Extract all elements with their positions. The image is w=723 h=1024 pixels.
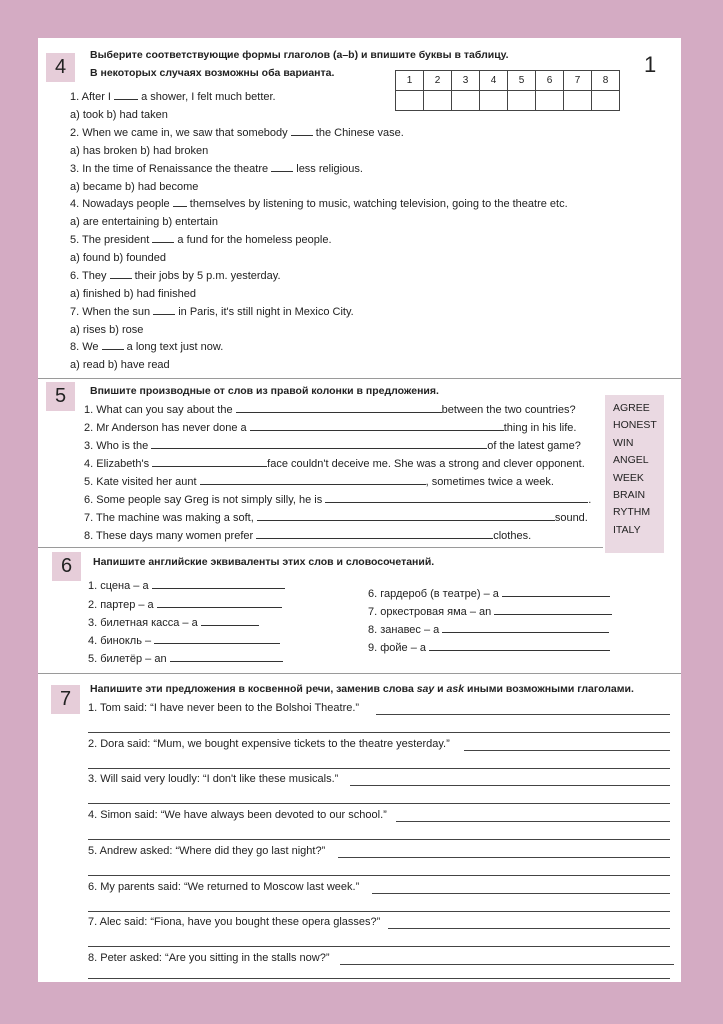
- answer-line[interactable]: [338, 857, 670, 858]
- ex7-sentence: 4. Simon said: “We have always been devoted to our school.”: [88, 809, 387, 821]
- answer-cell[interactable]: [480, 91, 508, 111]
- answer-cell[interactable]: [508, 91, 536, 111]
- ex5-line: 1. What can you say about the between the two countries?: [84, 404, 576, 416]
- answer-blank[interactable]: [291, 134, 313, 136]
- ex4-line: 5. The president a fund for the homeless people.: [70, 234, 332, 246]
- answer-blank[interactable]: [154, 642, 280, 644]
- worksheet-page: [38, 38, 681, 982]
- answer-table-header: 3: [452, 71, 480, 91]
- answer-blank[interactable]: [152, 241, 174, 243]
- exercise-7-instruction: Напишите эти предложения в косвенной речи, заменив слова say и ask иными возможными глаголами.: [90, 683, 634, 695]
- answer-cell[interactable]: [564, 91, 592, 111]
- word-item: AGREE: [613, 402, 650, 414]
- answer-line[interactable]: [388, 928, 670, 929]
- ex4-options: a) finished b) had finished: [70, 288, 196, 300]
- answer-blank[interactable]: [170, 660, 283, 662]
- word-item: WEEK: [613, 471, 644, 484]
- ex6-item: 1. сцена – a: [88, 580, 285, 592]
- answer-blank[interactable]: [200, 483, 426, 485]
- answer-table-header: 5: [508, 71, 536, 91]
- answer-blank[interactable]: [271, 170, 293, 172]
- answer-line[interactable]: [88, 911, 670, 912]
- answer-cell[interactable]: [424, 91, 452, 111]
- answer-line[interactable]: [396, 821, 670, 822]
- word-item: BRAIN: [613, 489, 646, 502]
- word-item: ITALY: [613, 523, 641, 536]
- answer-line[interactable]: [372, 893, 670, 894]
- ex4-options: a) read b) have read: [70, 359, 170, 371]
- answer-blank[interactable]: [236, 411, 442, 413]
- section-divider: [38, 547, 603, 548]
- answer-blank[interactable]: [114, 98, 138, 100]
- ex7-sentence: 8. Peter asked: “Are you sitting in the stalls now?”: [88, 952, 330, 964]
- ex6-item: 9. фойе – a: [368, 642, 610, 654]
- ex4-options: a) has broken b) had broken: [70, 145, 209, 157]
- answer-line[interactable]: [340, 964, 674, 965]
- answer-table: [395, 70, 620, 111]
- ex7-sentence: 6. My parents said: “We returned to Moscow last week.”: [88, 881, 360, 893]
- answer-line[interactable]: [350, 785, 670, 786]
- answer-cell[interactable]: [592, 91, 620, 111]
- ex6-item: 2. партер – a: [88, 599, 282, 611]
- word-item: HONEST: [613, 419, 657, 432]
- ex7-sentence: 7. Alec said: “Fiona, have you bought these opera glasses?”: [88, 916, 381, 928]
- answer-table-header: 7: [564, 71, 592, 91]
- answer-blank[interactable]: [157, 606, 282, 608]
- answer-line[interactable]: [464, 750, 670, 751]
- answer-cell[interactable]: [452, 91, 480, 111]
- answer-blank[interactable]: [201, 624, 259, 626]
- ex4-options: a) became b) had become: [70, 181, 199, 193]
- answer-blank[interactable]: [256, 537, 493, 539]
- answer-line[interactable]: [88, 732, 670, 733]
- answer-table-header: 2: [424, 71, 452, 91]
- page-number: 1: [644, 52, 657, 77]
- ex6-item: 7. оркестровая яма – an: [368, 606, 612, 618]
- ex7-sentence: 5. Andrew asked: “Where did they go last night?”: [88, 845, 326, 857]
- word-item: RYTHM: [613, 506, 651, 519]
- answer-line[interactable]: [88, 875, 670, 876]
- exercise-4-instruction-1: Выберите соответствующие формы глаголов (a–b) и впишите буквы в таблицу.: [90, 49, 509, 61]
- answer-cell[interactable]: [396, 91, 424, 111]
- ex4-line: 7. When the sun in Paris, it's still night in Mexico City.: [70, 306, 354, 318]
- answer-blank[interactable]: [153, 313, 175, 315]
- section-divider: [38, 378, 681, 379]
- answer-blank[interactable]: [152, 465, 267, 467]
- ex4-options: a) found b) founded: [70, 252, 167, 264]
- ex7-sentence: 2. Dora said: “Mum, we bought expensive tickets to the theatre yesterday.”: [88, 738, 450, 750]
- ex6-item: 3. билетная касса – a: [88, 617, 259, 629]
- ex4-line: 6. They their jobs by 5 p.m. yesterday.: [70, 270, 281, 282]
- word-item: ANGEL: [613, 454, 649, 467]
- answer-line[interactable]: [88, 839, 670, 840]
- ex5-line: 3. Who is the of the latest game?: [84, 440, 581, 452]
- answer-blank[interactable]: [494, 613, 612, 615]
- ex7-sentence: 3. Will said very loudly: “I don't like these musicals.”: [88, 773, 339, 785]
- answer-blank[interactable]: [173, 205, 187, 207]
- answer-blank[interactable]: [110, 277, 132, 279]
- answer-line[interactable]: [88, 978, 670, 979]
- answer-line[interactable]: [88, 803, 670, 804]
- exercise-6-number: 6: [52, 552, 81, 581]
- answer-table-header: 1: [396, 71, 424, 91]
- ex4-line: 3. In the time of Renaissance the theatre less religious.: [70, 163, 363, 175]
- ex6-item: 4. бинокль –: [88, 635, 280, 647]
- answer-line[interactable]: [376, 714, 670, 715]
- answer-blank[interactable]: [429, 649, 610, 651]
- ex5-line: 8. These days many women prefer clothes.: [84, 530, 532, 542]
- ex4-line: 2. When we came in, we saw that somebody the Chinese vase.: [70, 127, 404, 139]
- ex5-line: 4. Elizabeth's face couldn't deceive me. She was a strong and clever opponent.: [84, 458, 585, 470]
- answer-blank[interactable]: [325, 501, 588, 503]
- exercise-5-instruction: Впишите производные от слов из правой колонки в предложения.: [90, 385, 439, 397]
- ex4-line: 8. We a long text just now.: [70, 341, 224, 353]
- ex4-line: 1. After I a shower, I felt much better.: [70, 91, 276, 103]
- ex4-options: a) are entertaining b) entertain: [70, 216, 218, 228]
- word-item: WIN: [613, 436, 634, 449]
- answer-blank[interactable]: [102, 348, 124, 350]
- exercise-6-instruction: Напишите английские эквиваленты этих слов и словосочетаний.: [93, 556, 435, 568]
- ex6-item: 6. гардероб (в театре) – a: [368, 588, 610, 600]
- ex6-item: 8. занавес – a: [368, 624, 609, 636]
- ex5-line: 2. Mr Anderson has never done a thing in his life.: [84, 422, 577, 434]
- answer-blank[interactable]: [502, 595, 610, 597]
- exercise-4-number: 4: [46, 53, 75, 82]
- answer-line[interactable]: [88, 768, 670, 769]
- answer-table-header: 6: [536, 71, 564, 91]
- answer-cell[interactable]: [536, 91, 564, 111]
- exercise-5-number: 5: [46, 382, 75, 411]
- ex5-line: 6. Some people say Greg is not simply silly, he is .: [84, 494, 592, 506]
- answer-blank[interactable]: [152, 587, 285, 589]
- ex4-options: a) rises b) rose: [70, 324, 144, 336]
- answer-table-header: 8: [592, 71, 620, 91]
- answer-blank[interactable]: [257, 519, 555, 521]
- section-divider: [38, 673, 681, 674]
- answer-blank[interactable]: [151, 447, 487, 449]
- ex4-line: 4. Nowadays people themselves by listening to music, watching television, going to the theatre etc.: [70, 198, 568, 210]
- answer-line[interactable]: [88, 946, 670, 947]
- exercise-4-instruction-2: В некоторых случаях возможны оба варианта.: [90, 67, 335, 79]
- ex7-sentence: 1. Tom said: “I have never been to the Bolshoi Theatre.”: [88, 702, 360, 714]
- word-column: [605, 395, 664, 553]
- exercise-7-number: 7: [51, 685, 80, 714]
- answer-table-header: 4: [480, 71, 508, 91]
- answer-blank[interactable]: [442, 631, 609, 633]
- ex4-options: a) took b) had taken: [70, 109, 168, 121]
- answer-blank[interactable]: [250, 429, 504, 431]
- ex5-line: 5. Kate visited her aunt , sometimes twice a week.: [84, 476, 554, 488]
- ex5-line: 7. The machine was making a soft, sound.: [84, 512, 588, 524]
- ex6-item: 5. билетёр – an: [88, 653, 283, 665]
